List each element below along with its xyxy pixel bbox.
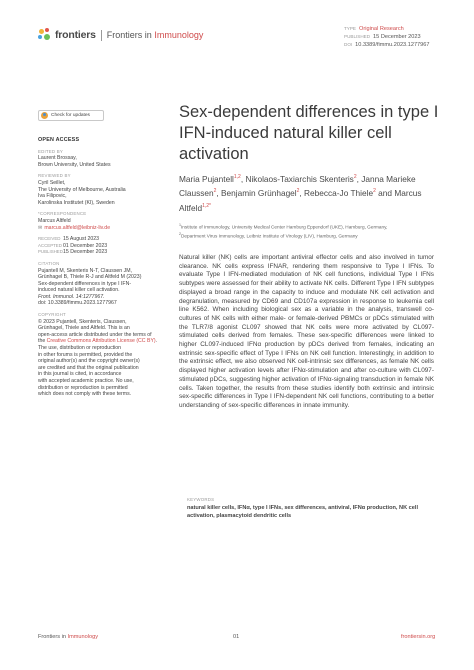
- author-name[interactable]: Nikolaos-Taxiarchis Skenteris: [245, 173, 354, 184]
- sidebar: [38, 137, 163, 398]
- license-link[interactable]: Creative Commons Attribution License (CC BY): [46, 338, 156, 345]
- affiliation-number: 2: [179, 232, 181, 237]
- citation-label: CITATION: [38, 260, 60, 266]
- page-number: 01: [233, 634, 240, 640]
- affiliation-text: Institute of Immunology, University Medical Center Hamburg Eppendorf (UKE), Hamburg, Germany,: [181, 224, 388, 230]
- author-affiliation-marker: 2: [353, 174, 357, 180]
- copyright: © 2023 Pujantell, Skenteris, Claussen, Grünhagel, Thiele and Altfeld. This is an open-access article distributed under the terms of the Creative Commons Attribution License (CC BY). The use, distribution or reproduction in other forums is permitted, provided the original author(s) and the copyright owner(s) are credited and that the original publication in this journal is cited, in accordance with accepted academic practice. No use, distribution or reproduction is permitted which does not comply with these terms.: [38, 318, 158, 398]
- affiliation-number: 1: [179, 223, 181, 227]
- journal-logo[interactable]: [38, 27, 203, 43]
- meta-row-type: [344, 25, 430, 33]
- abstract: Natural killer (NK) cells are important antiviral effector cells and also involved in tumor clearance. NK cells express IFNAR, rendering them responsive to Type I IFNs. To evaluate Type I IFN-mediated modulation of NK cell functions, individual Type I IFNs subtypes were assessed for their ability to activate NK cells. Different Type I IFN subtypes displayed a broad range in the capacity to induce and modulate NK cell activation and degranulation, measured by CD69 and CD107a expression in response to leukemia cell line K562. When including biological sex as a variable in the analysis, transwell co-cultures of NK cells with either male- or female-derived PBMCs or pDCs stimulated with the TLR7/8 agonist CL097 showed that NK cells were more activated by CL097-stimulated cells derived from females. These sex-specific differences were linked to higher CL097-induced IFNα production by pDCs derived from females, indicating an extrinsic sex-specific effect of Type I IFNs on NK cell function. Interestingly, in addition to the extrinsic effect, we also observed NK cell-intrinsic sex differences, as female NK cells displayed higher activation levels after IFNα-stimulation and after co-culture with CL097-stimulated pDCs, suggesting higher activation of IFNα-signaling transduction in female NK cells. Taken together, the results from these studies identify both extrinsic and intrinsic sex-specific differences in Type I IFN-dependent NK cell functions, contributing to a better understanding of sex-specific differences in innate immunity.: [179, 254, 434, 409]
- correspondence-name: Marcus Altfeld: [38, 217, 71, 224]
- meta-label: TYPE: [344, 26, 356, 31]
- open-access-label: OPEN ACCESS: [38, 137, 80, 143]
- author-affiliation-marker: 2: [296, 188, 300, 195]
- check-for-updates-button[interactable]: Check for updates: [38, 110, 104, 121]
- meta-label: PUBLISHED: [344, 34, 371, 39]
- author-name[interactable]: Marcus Altfeld: [179, 188, 422, 213]
- journal-name: Frontiers in Immunology: [106, 30, 204, 40]
- author-name[interactable]: Benjamin Grünhagel: [221, 188, 297, 199]
- author-affiliation-marker: 2: [373, 188, 376, 195]
- date-accepted: ACCEPTED01 December 2023: [38, 242, 108, 249]
- date-received: RECEIVED 15 August 2023: [38, 236, 100, 243]
- citation: Pujantell M, Skenteris N-T, Claussen JM, Grünhagel B, Thiele R-J and Altfeld M (2023) Sex-dependent differences in type I IFN- induced natural killer cell activation. Front. Immunol. 14:1277967. doi: 10.3389/fimmu.2023.1277967: [38, 267, 142, 307]
- author-name[interactable]: Rebecca-Jo Thiele: [304, 188, 374, 199]
- author-affiliation-marker: 1,2*: [202, 202, 211, 209]
- keywords-label: KEYWORDS: [187, 497, 215, 502]
- affiliations: [179, 222, 415, 240]
- footer-url-link[interactable]: frontiersin.org: [401, 634, 436, 640]
- reviewed-by: Cyril Seillet, The University of Melbourne, Australia Iva Filipovic, Karolinska Institutet (KI), Sweden: [38, 179, 126, 206]
- envelope-icon: ✉: [38, 224, 43, 231]
- meta-value: 15 December 2023: [373, 34, 421, 40]
- copyright-label: COPYRIGHT: [38, 312, 66, 318]
- author-name[interactable]: Janna Marieke Claussen: [179, 173, 416, 199]
- brand-name: frontiers: [55, 29, 96, 41]
- frontiers-logo-icon: [38, 28, 52, 42]
- date-published: PUBLISHED15 December 2023: [38, 249, 108, 256]
- correspondence-email[interactable]: marcus.altfeld@leibniz-liv.de: [44, 224, 111, 231]
- meta-row-doi: [344, 41, 430, 49]
- keywords: natural killer cells, IFNα, type I IFNs, sex differences, antiviral, IFNα production, NK cell activation, plasmacytoid dendritic cells: [187, 505, 419, 519]
- footer-journal[interactable]: Frontiers in Immunology: [38, 634, 99, 640]
- correspondence-email-row: [38, 225, 163, 232]
- edited-by-label: EDITED BY: [38, 148, 63, 154]
- reviewed-by-label: REVIEWED BY: [38, 173, 71, 179]
- author-name[interactable]: Maria Pujantell: [179, 173, 234, 184]
- edited-by: Laurent Brossay, Brown University, United States: [38, 155, 111, 168]
- meta-value: Original Research: [359, 26, 404, 32]
- affiliation-text: Department Virus Immunology, Leibniz Institute of Virology (LIV), Hamburg, Germany: [181, 233, 358, 239]
- author-affiliation-marker: 2: [213, 188, 217, 195]
- meta-row-published: [344, 33, 430, 41]
- meta-label: DOI: [344, 42, 353, 47]
- article-meta: [344, 25, 430, 49]
- update-badge-icon: [41, 112, 48, 119]
- article-title: Sex-dependent differences in type I IFN-induced natural killer cell activation: [179, 103, 439, 163]
- correspondence-label: *CORRESPONDENCE: [38, 211, 87, 217]
- logo-divider: [101, 30, 102, 41]
- author-list: Maria Pujantell$^{1,2}$, Nikolaos-Taxiarchis Skenteris$^2$, Janna Marieke Claussen$^2$, Benjamin Grünhagel$^2$, Rebecca-Jo Thiele$^2$ and Marcus Altfeld$^{1,2*}$: [179, 173, 422, 213]
- meta-value: 10.3389/fimmu.2023.1277967: [355, 42, 430, 48]
- dates: [38, 236, 163, 256]
- author-affiliation-marker: 1,2: [233, 174, 241, 180]
